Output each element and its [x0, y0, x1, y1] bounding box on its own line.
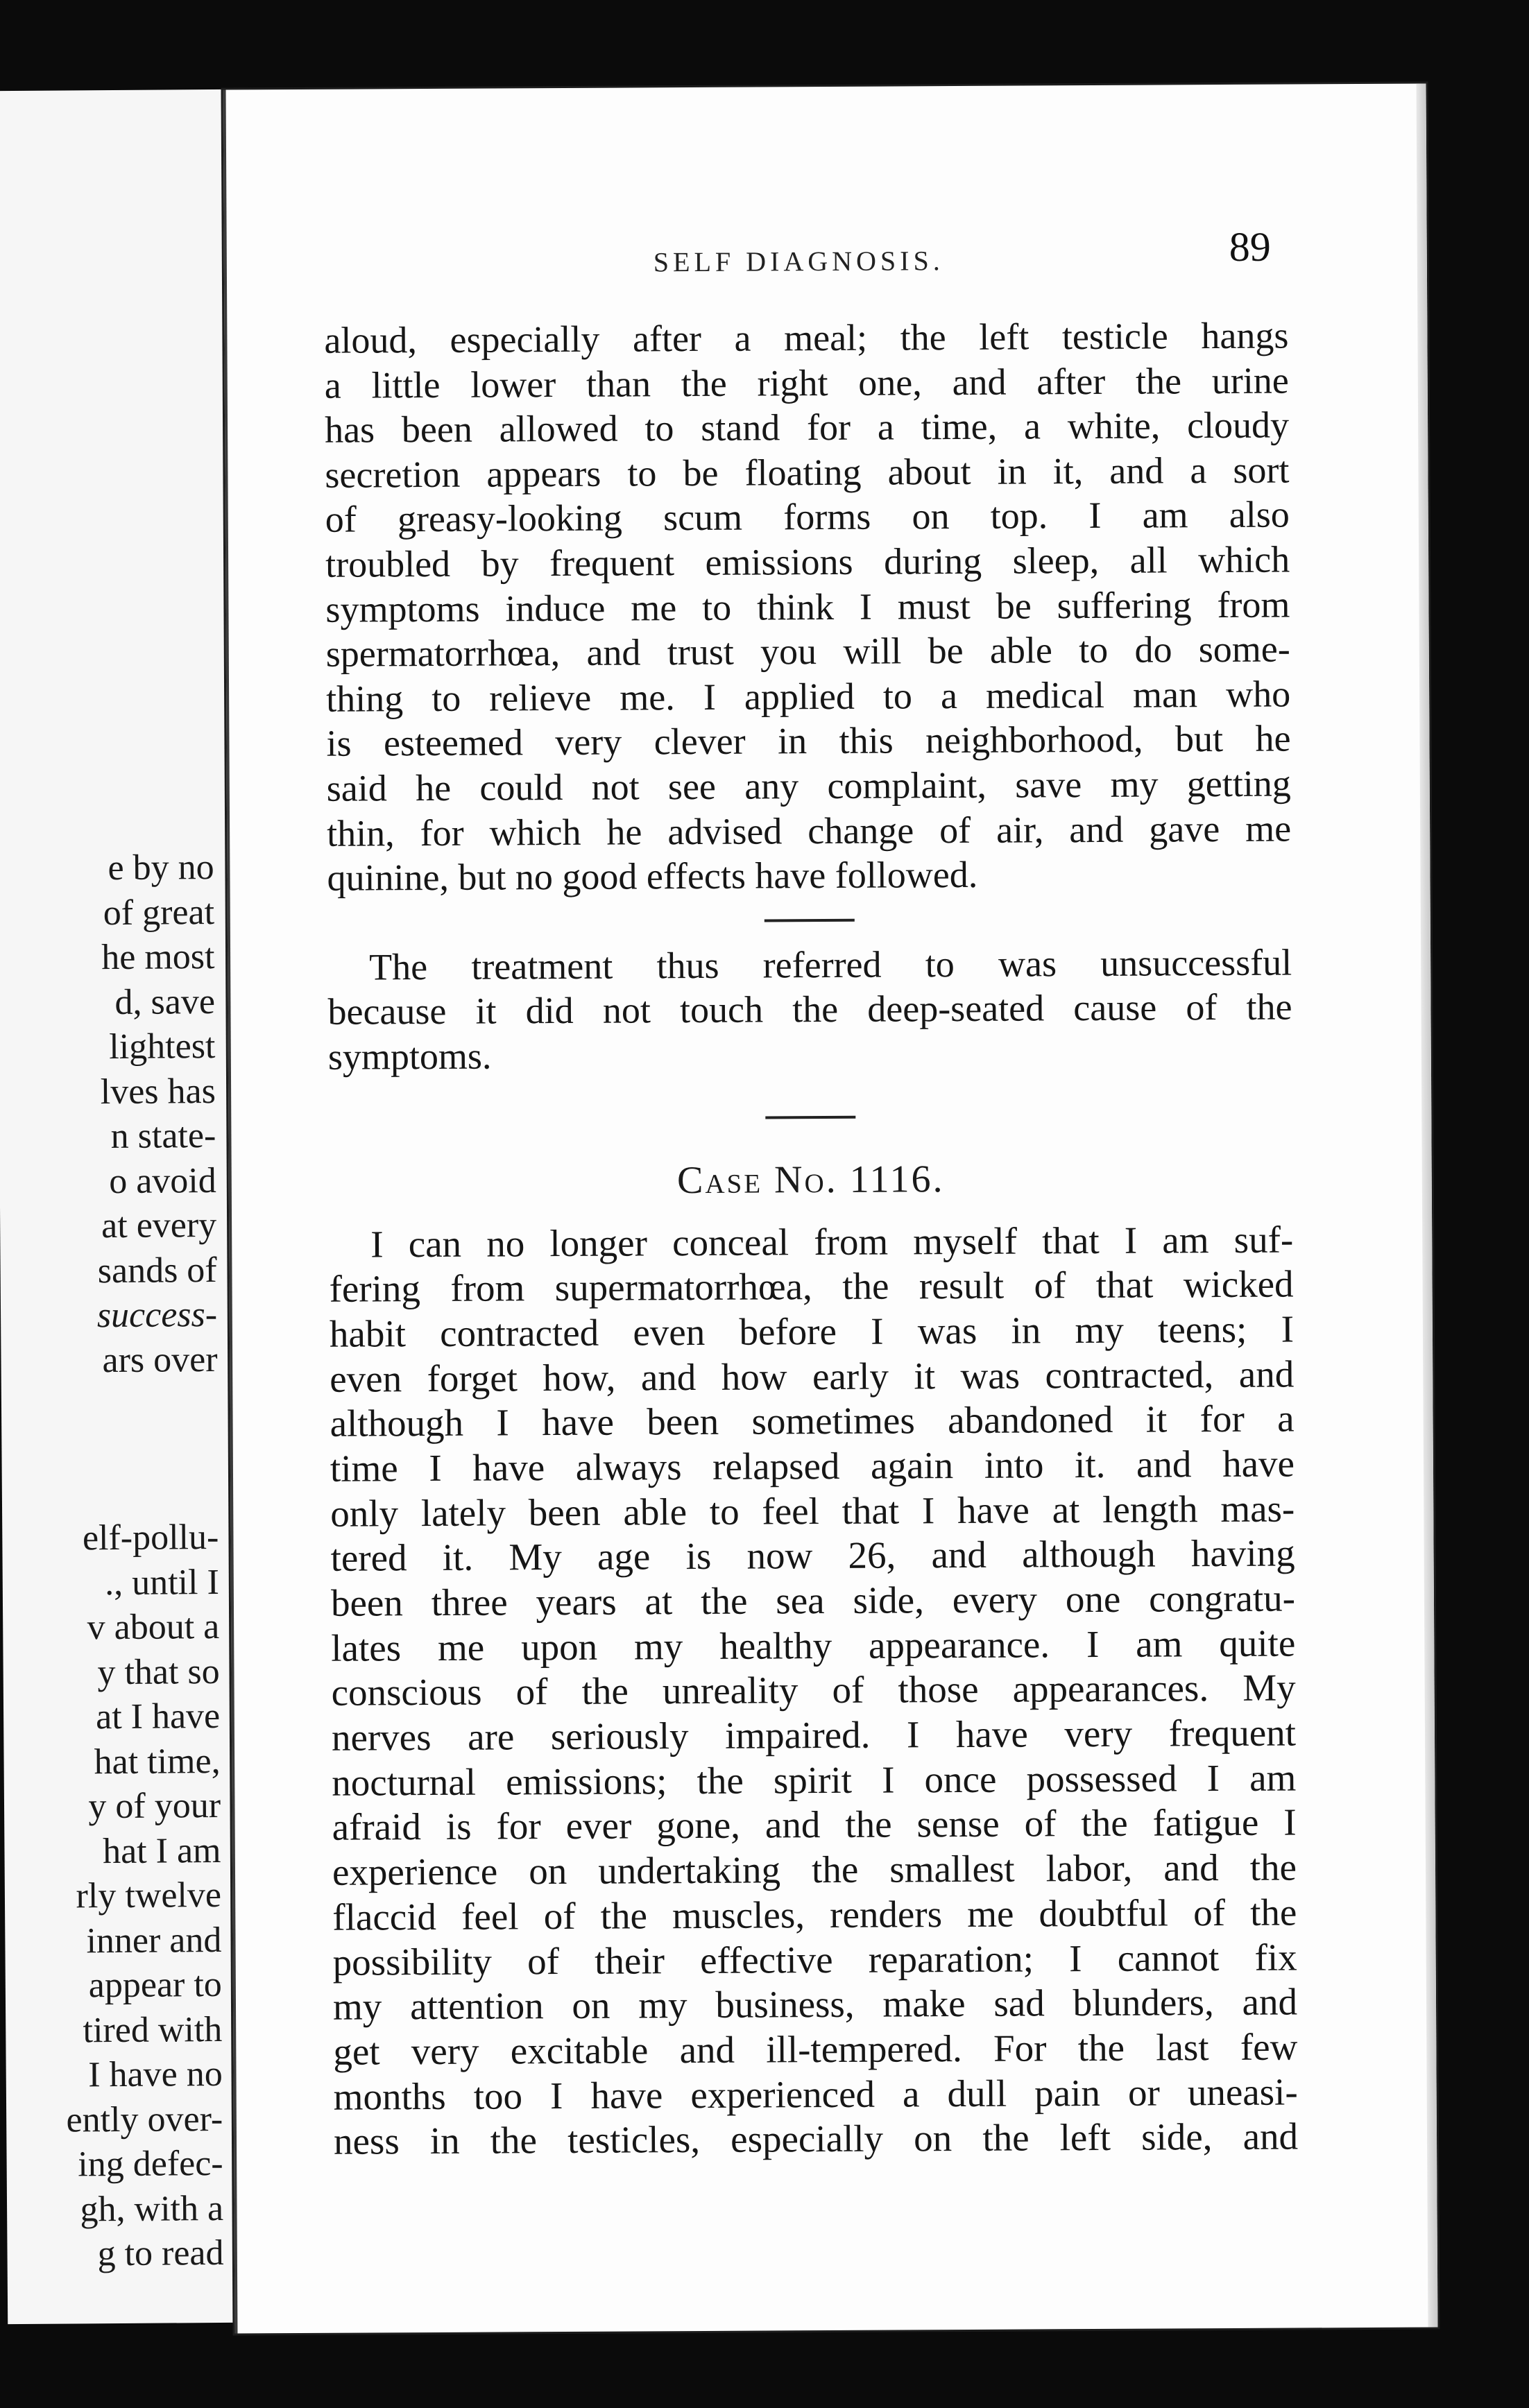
text-line: aloud, especially after a meal; the left testicle hangs — [324, 314, 1289, 361]
case-letter — [329, 1217, 1298, 2165]
text-line: fering from supermatorrhœa, the result of that wicked — [329, 1262, 1294, 1310]
left-line: y that so — [97, 1651, 220, 1692]
left-line: tired with — [83, 2009, 223, 2050]
text-line: even forget how, and how early it was contracted, and — [330, 1352, 1295, 1400]
left-line: ., until I — [104, 1562, 219, 1603]
left-line: success- — [96, 1294, 218, 1336]
left-line: he most — [101, 937, 215, 978]
left-line: inner and — [86, 1920, 222, 1961]
text-line: has been allowed to stand for a time, a white, cloudy — [324, 404, 1290, 451]
text-line: spermatorrhœa, and trust you will be able to do some- — [325, 628, 1290, 675]
left-gap — [10, 1382, 219, 1517]
left-line: y of your — [88, 1785, 221, 1827]
section-rule — [764, 919, 855, 922]
left-page — [0, 89, 241, 2324]
text-line: nerves are seriously impaired. I have very frequent — [331, 1711, 1297, 1759]
text-line: habit contracted even before I was in my teens; I — [329, 1307, 1295, 1355]
text-line: said he could not see any complaint, save my getting — [326, 762, 1291, 809]
text-line: thing to relieve me. I applied to a medical man who — [325, 673, 1291, 720]
text-line: I can no longer conceal from myself that I am suf- — [370, 1218, 1294, 1265]
text-line: months too I have experienced a dull pain or uneasi- — [333, 2070, 1298, 2118]
left-line: ars over — [102, 1339, 218, 1380]
text-line: been three years at the sea side, every one congratu- — [330, 1576, 1296, 1624]
left-line: at every — [101, 1205, 217, 1246]
text-line: quinine, but no good effects have followed. — [327, 854, 978, 899]
text-line: conscious of the unreality of those appearances. My — [331, 1666, 1296, 1714]
left-line: n state- — [110, 1115, 216, 1157]
text-line: troubled by frequent emissions during sleep, all which — [325, 538, 1290, 585]
text-line: tered it. My age is now 26, and although having — [330, 1531, 1295, 1580]
text-line: symptoms induce me to think I must be suffering from — [325, 583, 1290, 630]
text-line: symptoms. — [327, 1035, 492, 1078]
text-line: nocturnal emissions; the spirit I once possessed I am — [332, 1756, 1297, 1804]
left-line: at I have — [95, 1696, 221, 1737]
left-line: ing defec- — [78, 2143, 223, 2185]
left-line: ently over- — [66, 2099, 223, 2140]
page-edge — [1417, 83, 1438, 2327]
left-line: elf-pollu- — [82, 1517, 219, 1558]
left-line: hat I am — [102, 1830, 221, 1871]
left-line: lightest — [109, 1026, 216, 1067]
text-line: get very excitable and ill-tempered. For the last few — [333, 2025, 1298, 2073]
text-line: flaccid feel of the muscles, renders me doubtful of the — [332, 1891, 1297, 1938]
text-line: only lately been able to feel that I have at length mas- — [330, 1487, 1295, 1535]
editorial-note — [327, 940, 1292, 1079]
text-line: afraid is for ever gone, and the sense of the fatigue I — [332, 1800, 1297, 1849]
text-line: is esteemed very clever in this neighborhood, but he — [326, 717, 1291, 765]
left-line: I have no — [88, 2054, 223, 2095]
case-heading: Case No. 1116. — [676, 1157, 945, 1202]
paragraph-continued — [324, 313, 1291, 901]
text-line: thin, for which he advised change of air, and gave me — [326, 807, 1292, 854]
text-line: secretion appears to be floating about in it, and a sort — [325, 449, 1290, 496]
text-line: because it did not touch the deep-seated cause of the — [327, 986, 1292, 1033]
left-line: o avoid — [109, 1160, 216, 1201]
text-line: lates me upon my healthy appearance. I am quite — [331, 1622, 1296, 1669]
left-line: lves has — [100, 1071, 216, 1112]
page-number: 89 — [1229, 223, 1271, 270]
left-line: of great — [103, 892, 215, 933]
text-line: my attention on my business, make sad blunders, and — [332, 1980, 1298, 2028]
left-line: v about a — [87, 1606, 220, 1648]
text-line: The treatment thus referred to was unsuccessful — [369, 941, 1292, 988]
text-line: of greasy-looking scum forms on top. I am also — [325, 493, 1290, 541]
page-header — [227, 222, 1427, 284]
left-line: gh, with a — [80, 2188, 224, 2229]
left-line: rly twelve — [76, 1875, 222, 1916]
left-line: sands of — [97, 1250, 217, 1291]
right-page — [223, 83, 1438, 2333]
running-head: SELF DIAGNOSIS. — [653, 245, 944, 278]
text-line: possibility of their effective reparation; I cannot fix — [332, 1935, 1297, 1984]
body-text — [324, 313, 1298, 2165]
left-line: e by no — [108, 848, 214, 888]
left-line: g to read — [97, 2233, 224, 2274]
text-line: a little lower than the right one, and after the urine — [324, 359, 1289, 406]
text-line: although I have been sometimes abandoned it for a — [330, 1397, 1295, 1445]
text-line: experience on undertaking the smallest labor, and the — [332, 1846, 1297, 1893]
left-line: appear to — [88, 1964, 223, 2006]
left-line: d, save — [114, 981, 216, 1022]
section-rule — [765, 1115, 855, 1119]
text-line: ness in the testicles, especially on the left side, and — [333, 2115, 1299, 2163]
text-line: time I have always relapsed again into it. and have — [330, 1442, 1295, 1490]
left-page-text — [6, 845, 223, 2278]
left-line: hat time, — [94, 1741, 221, 1782]
